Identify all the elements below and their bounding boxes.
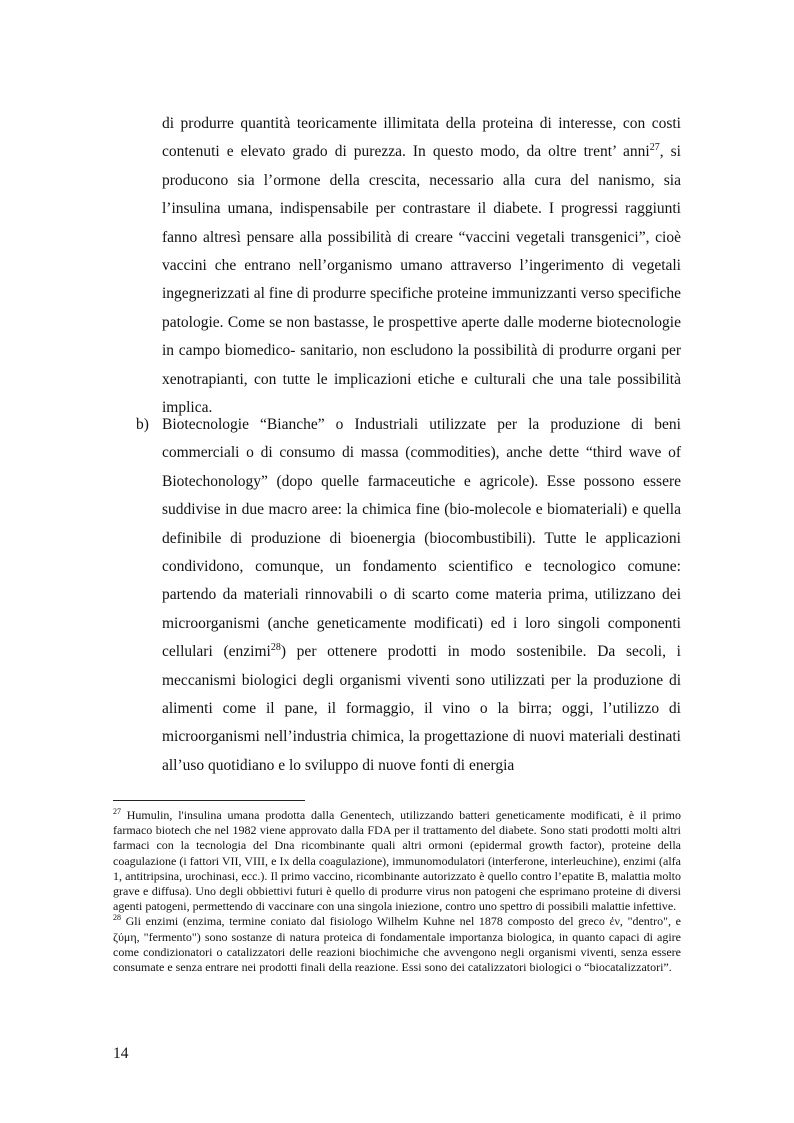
footnote-ref-27[interactable]: 27 xyxy=(649,142,660,154)
footnote-ref-28[interactable]: 28 xyxy=(270,642,281,654)
paragraph-1-text-b: , si producono sia l’ormone della crescita, necessario alla cura del nanismo, sia l’insulina umana, indispensabile per contrastare il diabete. I progressi raggiunti fanno altresì pensare alla possibilità di creare “vaccini vegetali transgenici”, cioè vaccini che entrano nell’organismo umano attraverso l’ingerimento di vegetali ingegnerizzati al fine di produrre specifiche proteine immunizzanti verso specifiche patologie. Come se non bastasse, le prospettive aperte dalle moderne biotecnologie in campo biomedico- sanitario, non escludono la possibilità di produrre organi per xenotrapianti, con tutte le implicazioni etiche e culturali che una tale possibilità implica. xyxy=(162,143,681,417)
footnote-number-28: 28 xyxy=(113,913,121,923)
paragraph-1 xyxy=(162,110,681,422)
list-item-b-text xyxy=(162,411,681,780)
footnote-28 xyxy=(113,914,681,975)
footnote-number-27: 27 xyxy=(113,807,121,816)
list-item-b xyxy=(136,411,681,780)
body-paragraph xyxy=(162,110,681,422)
footnote-separator xyxy=(113,800,305,801)
footnote-text-27: Humulin, l'insulina umana prodotta dalla Genentech, utilizzando batteri geneticamente modificati, è il primo farmaco biotech che nel 1982 viene approvato dalla FDA per il trattamento del diabete. Sono stati prodotti molti altri farmaci con la tecnologia del Dna ricombinante quali altri ormoni (epidermal growth factor), proteine della coagulazione (i fattori VII, VIII, e Ix della coagulazione), immunomodulatori (interferone, interleuchine), enzimi (alfa 1, antitripsina, urochinasi, ecc.). Il primo vaccino, ricombinante autorizzato è quello contro l’epatite B, malattia molto grave e diffusa). Uno degli obbiettivi futuri è quello di produrre virus non patogeni che esprimano proteine di diversi agenti patogeni, permettendo di vaccinare con una singola iniezione, contro uno spettro di possibili malattie infettive. xyxy=(113,808,681,914)
paragraph-1-text-a: di produrre quantità teoricamente illimitata della proteina di interesse, con costi contenuti e elevato grado di purezza. In questo modo, da oltre trent’ anni xyxy=(162,115,681,161)
list-item-b-text-b: ) per ottenere prodotti in modo sostenibile. Da secoli, i meccanismi biologici degli organismi viventi sono utilizzati per la produzione di alimenti come il pane, il formaggio, il vino o la birra; oggi, l’utilizzo di microorganismi nell’industria chimica, la progettazione di nuovi materiali destinati all’uso quotidiano e lo sviluppo di nuove fonti di energia xyxy=(162,643,681,774)
footnote-text-28: Gli enzimi (enzima, termine coniato dal fisiologo Wilhelm Kuhne nel 1878 composto del greco ἐν, "dentro", e ζύμη, "fermento") sono sostanze di natura proteica di fondamentale importanza biologica, in quanto capaci di agire come condizionatori o catalizzatori delle reazioni biochimiche che avvengono negli organismi viventi, senza essere consumate e senza entrare nei prodotti finali della reazione. Essi sono dei catalizzatori biologici o “biocatalizzatori”. xyxy=(113,914,681,975)
list-marker-b: b) xyxy=(136,416,149,433)
footnotes xyxy=(113,808,681,975)
list-item-b-text-a: Biotecnologie “Bianche” o Industriali utilizzate per la produzione di beni commerciali o di consumo di massa (commodities), anche dette “third wave of Biotechonology” (dopo quelle farmaceutiche e agricole). Esse possono essere suddivise in due macro aree: la chimica fine (bio-molecole e biomateriali) e quella definibile di produzione di bioenergia (biocombustibili). Tutte le applicazioni condividono, comunque, un fondamento scientifico e tecnologico comune: partendo da materiali rinnovabili o di scarto come materia prima, utilizzano dei microorganismi (anche geneticamente modificati) ed i loro singoli componenti cellulari (enzimi xyxy=(162,416,681,661)
footnote-27 xyxy=(113,808,681,914)
page-number: 14 xyxy=(113,1045,129,1062)
